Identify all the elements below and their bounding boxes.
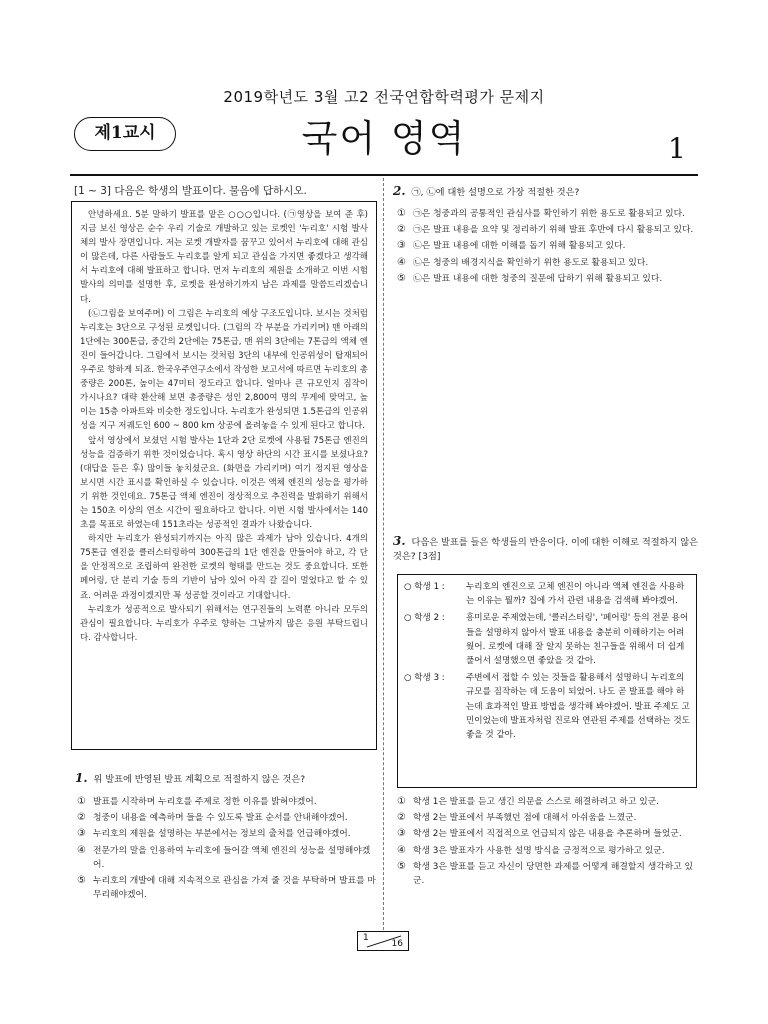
question-2-choices bbox=[397, 207, 697, 288]
choice-text: 학생 3은 발표자가 사용한 설명 방식을 긍정적으로 평가하고 있군. bbox=[413, 845, 665, 856]
choice-text: ㉠은 청중과의 공통적인 관심사를 확인하기 위한 용도로 활용되고 있다. bbox=[413, 209, 685, 219]
header-rule bbox=[70, 174, 698, 176]
choice-text: 학생 3은 발표를 듣고 자신이 당면한 과제를 어떻게 해결할지 생각하고 있군. bbox=[413, 861, 693, 887]
choice-item[interactable] bbox=[77, 811, 377, 825]
choice-number: ④ bbox=[397, 256, 406, 268]
current-page: 1 bbox=[363, 933, 369, 943]
choice-item[interactable] bbox=[77, 874, 377, 902]
student-opinion bbox=[404, 671, 690, 742]
opinion-text: 주변에서 접할 수 있는 것들을 활용해서 설명하니 누리호의 규모를 짐작하는 데 도움이 되었어. 나도 곧 발표를 해야 하는데 효과적인 발표 방법을 생각해 봐야겠어. 발표 주제도 고민이었는데 발표자처럼 진로와 연관된 주제를 선택하는 것도 좋을 것 같아. bbox=[466, 673, 690, 741]
student-label: ○ 학생 2 : bbox=[404, 613, 445, 624]
opinion-text: 누리호의 엔진으로 고체 엔진이 아니라 액체 엔진을 사용하는 이유는 뭘까? 집에 가서 관련 내용을 검색해 봐야겠어. bbox=[466, 582, 685, 607]
choice-item[interactable] bbox=[397, 207, 697, 221]
passage-paragraph: 하지만 누리호가 완성되기까지는 아직 많은 과제가 남아 있습니다. 4개의 75톤급 엔진을 클러스터링하여 300톤급의 1단 엔진을 만들어야 하고, 각 단을 안정적으로 조립하여 완전한 로켓의 형태를 만드는 것도 중요합니다. 또한 페어링, 단 분리 기술 등의 기반이 남아 있어 아직 갈 길이 멀었다고 할 수 있죠. 어려운 과정이겠지만 꼭 성공할 것이라고 기대합니다. bbox=[80, 534, 368, 601]
student-label: ○ 학생 3 : bbox=[404, 673, 445, 684]
question-text: 다음은 발표를 들은 학생들의 반응이다. 이에 대한 이해로 적절하지 않은 것은? [3점] bbox=[393, 537, 699, 562]
choice-number: ③ bbox=[77, 828, 86, 840]
choice-item[interactable] bbox=[397, 223, 697, 237]
choice-number: ④ bbox=[397, 844, 406, 856]
choice-item[interactable] bbox=[397, 272, 697, 286]
student-label: ○ 학생 1 : bbox=[404, 582, 445, 592]
choice-item[interactable] bbox=[77, 844, 377, 872]
choice-number: ① bbox=[77, 796, 86, 807]
choice-number: ③ bbox=[397, 240, 406, 252]
choice-number: ② bbox=[77, 812, 86, 824]
exam-header: 2019학년도 3월 고2 전국연합학력평가 문제지 bbox=[223, 88, 545, 106]
choice-item[interactable] bbox=[77, 795, 377, 809]
choice-text: 전문가의 말을 인용하여 누리호에 들어갈 액체 엔진의 성능을 설명해야겠어. bbox=[93, 845, 371, 870]
passage-paragraph: 안녕하세요. 5분 말하기 발표를 맡은 ○○○입니다. (㉠영상을 보여 준 후) 지금 보신 영상은 순수 우리 기술로 개발하고 있는 로켓인 '누리호' 시험 발사체의 발사 장면입니다. 저는 로켓 개발자를 꿈꾸고 있어서 누리호에 대해 관심이 많은데, 다른 사람들도 누리호를 알게 되고 관심을 가지면 좋겠다고 생각해서 누리호에 대해 발표하고 합니다. 먼저 누리호의 제원을 소개하고 이번 시험 발사의 의미를 설명한 후, 로켓을 완성하기까지 남은 과제를 말씀드리겠습니다. bbox=[80, 210, 368, 305]
choice-item[interactable] bbox=[397, 795, 697, 809]
choice-number: ① bbox=[397, 796, 406, 807]
question-3-choices bbox=[397, 795, 697, 890]
page-footer bbox=[357, 931, 409, 951]
choice-text: ㉠은 발표 내용을 요약 및 정리하기 위해 발표 후반에 다시 활용되고 있다. bbox=[413, 225, 694, 236]
choice-number: ⑤ bbox=[77, 875, 86, 887]
choice-number: ② bbox=[397, 812, 406, 824]
choice-number: ④ bbox=[77, 844, 86, 856]
column-divider bbox=[383, 178, 384, 930]
choice-text: ㉡은 발표 내용에 대한 청중의 질문에 답하기 위해 활용되고 있다. bbox=[413, 273, 663, 284]
question-text: ㉠, ㉡에 대한 설명으로 가장 적절한 것은? bbox=[411, 187, 580, 198]
total-pages: 16 bbox=[391, 939, 403, 949]
choice-item[interactable] bbox=[397, 256, 697, 270]
question-2-stem bbox=[393, 184, 699, 200]
choice-number: ⑤ bbox=[397, 272, 406, 284]
opinion-text: 흥미로운 주제였는데, '클러스터링', '페어링' 등의 전문 용어들을 설명하지 않아서 발표 내용을 충분히 이해하기는 어려웠어. 로켓에 대해 잘 알지 못하는 친구들을 위해서 더 쉽게 풀어서 설명했으면 좋았을 것 같아. bbox=[466, 613, 689, 667]
choice-item[interactable] bbox=[77, 827, 377, 841]
question-text: 위 발표에 반영된 발표 계획으로 적절하지 않은 것은? bbox=[93, 774, 306, 785]
choice-number: ① bbox=[397, 208, 406, 219]
question-number: 1. bbox=[75, 771, 88, 785]
question-number: 2. bbox=[393, 184, 406, 198]
choice-number: ③ bbox=[397, 828, 406, 840]
choice-text: 누리호의 개발에 대해 지속적으로 관심을 가져 줄 것을 부탁하며 발표를 마무리해야겠어. bbox=[93, 876, 376, 901]
opinion-box bbox=[397, 574, 697, 788]
choice-number: ② bbox=[397, 224, 406, 236]
choice-item[interactable] bbox=[397, 239, 697, 253]
choice-text: 청중이 내용을 예측하며 들을 수 있도록 발표 순서를 안내해야겠어. bbox=[93, 813, 348, 824]
choice-text: 학생 1은 발표를 듣고 생긴 의문을 스스로 해결하려고 하고 있군. bbox=[413, 797, 660, 807]
question-number: 3. bbox=[393, 534, 406, 548]
choice-text: 학생 2는 발표에서 직접적으로 언급되지 않은 내용을 추론하며 들었군. bbox=[413, 829, 682, 840]
question-1-choices bbox=[77, 795, 377, 904]
passage-paragraph: 누리호가 성공적으로 발사되기 위해서는 연구진들의 노력뿐 아니라 모두의 관심이 필요합니다. 누리호가 우주로 향하는 그날까지 많은 응원 부탁드립니다. 감사합니다. bbox=[80, 604, 368, 643]
student-opinion bbox=[404, 611, 690, 668]
choice-item[interactable] bbox=[397, 844, 697, 858]
choice-text: 학생 2는 발표에서 부족했던 점에 대해서 아쉬움을 느꼈군. bbox=[413, 813, 637, 824]
student-opinion bbox=[404, 580, 690, 608]
choice-item[interactable] bbox=[397, 811, 697, 825]
passage-box bbox=[71, 201, 377, 750]
choice-text: ㉡은 발표 내용에 대한 이해를 돕기 위해 활용되고 있다. bbox=[413, 241, 626, 252]
choice-number: ⑤ bbox=[397, 860, 406, 872]
page-number: 1 bbox=[668, 132, 686, 165]
choice-text: 발표를 시작하며 누리호를 주제로 정한 이유를 밝혀야겠어. bbox=[93, 797, 317, 807]
subject-title: 국어 영역 bbox=[301, 117, 467, 160]
choice-item[interactable] bbox=[397, 860, 697, 888]
choice-text: ㉡은 청중의 배경지식을 확인하기 위한 용도로 활용되고 있다. bbox=[413, 257, 649, 268]
choice-text: 누리호의 제원을 설명하는 부분에서는 정보의 출처를 언급해야겠어. bbox=[93, 829, 351, 840]
question-3-stem bbox=[393, 534, 699, 564]
instruction: [1 ~ 3] 다음은 학생의 발표이다. 물음에 답하시오. bbox=[74, 185, 307, 197]
passage-paragraph: 앞서 영상에서 보셨던 시험 발사는 1단과 2단 로켓에 사용될 75톤급 엔진의 성능을 검증하기 위한 것이었습니다. 혹시 영상 하단의 시간 표시를 보셨나요? (대답을 듣은 후) 많이들 놓치셨군요. (화면을 가리키며) 여기 정지된 영상을 보시면 시간 표시를 확인하실 수 있습니다. 이것은 액체 엔진의 성능을 평가하기 위한 것인데요. 75톤급 액체 엔진이 정상적으로 추진력을 발휘하기 위해서는 150초 이상의 연소 시간이 필요하다고 합니다. 이번 시험 발사에서는 140초를 목표로 하였는데 151초라는 성공적인 결과가 나왔습니다. bbox=[80, 435, 368, 531]
question-1-stem bbox=[75, 771, 377, 787]
choice-item[interactable] bbox=[397, 827, 697, 841]
passage-paragraph: (㉡그림을 보여주며) 이 그림은 누리호의 예상 구조도입니다. 보시는 것처럼 누리호는 3단으로 구성된 로켓입니다. (그림의 각 부분을 가리키며) 맨 아래의 1단에는 300톤급, 중간의 2단에는 75톤급, 맨 위의 3단에는 7톤급의 액체 엔진이 들어갑니다. 그림에서 보시는 것처럼 3단의 내부에 인공위성이 탑재되어 우주로 향하게 되죠. 한국우주연구소에서 작성한 보고서에 따르면 누리호의 총중량은 200톤, 높이는 47미터 정도라고 합니다. 얼마나 큰 규모인지 짐작이 가시나요? 대략 환산해 보면 총중량은 성인 2,800여 명의 무게에 맞먹고, 높이는 15층 아파트와 비슷한 정도입니다. 누리호가 완성되면 1.5톤급의 인공위성을 지구 저궤도인 600 ~ 800 km 상공에 올려놓을 수 있게 된다고 합니다. bbox=[80, 308, 368, 432]
period-badge: 제1교시 bbox=[74, 117, 176, 151]
